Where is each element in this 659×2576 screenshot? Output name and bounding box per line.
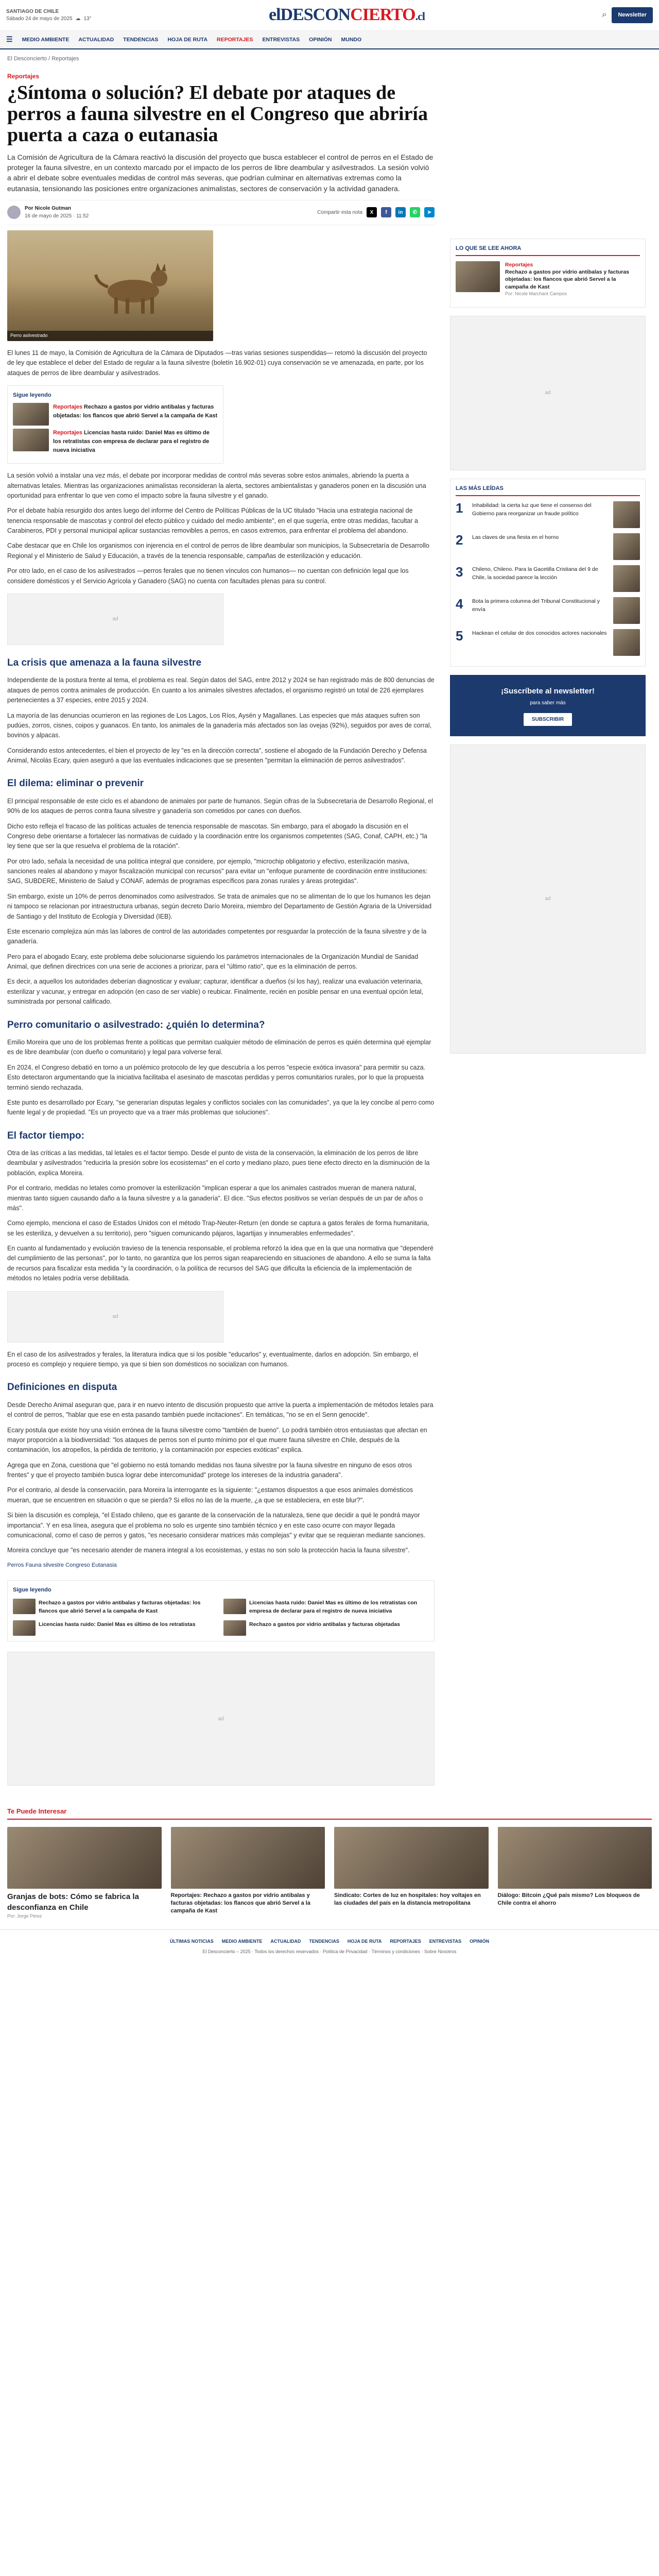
paragraph: Independiente de la postura frente al tema, el problema es real. Según datos del SAG, entre 2012 y 2024 se han registrado más de 800 denuncias de ataques de perros contra animales de producción. En cuanto a los animales silvestres afectados, el organismo registró un total de 226 ejemplares pertenecientes a 37 especies, entre 2015 y 2024. bbox=[7, 676, 435, 704]
rank-number: 5 bbox=[456, 628, 463, 643]
article-hero-image bbox=[7, 230, 213, 341]
section-heading: Definiciones en disputa bbox=[7, 1382, 117, 1393]
paragraph: Es decir, a aquellos los autoridades deberían diagnosticar y evaluar; capturar, identificar a dueños (si los hay), realizar una evaluación veterinaria, esterilizar y vacunar, y entregar en adopción (en caso de ser viable) o reubicar. Finalmente, recién en posible pensar en una eventual opción letal, suministrada por personal calificado. bbox=[7, 978, 424, 1006]
share-label: Compartir esta nota bbox=[317, 209, 362, 215]
nav-item-reportajes[interactable]: REPORTAJES bbox=[217, 36, 253, 43]
nav-item-hoja-de-ruta[interactable]: HOJA DE RUTA bbox=[167, 36, 208, 43]
rank-number: 4 bbox=[456, 596, 463, 612]
temperature: 13° bbox=[83, 15, 92, 22]
nav-item-opinion[interactable]: OPINIÓN bbox=[309, 36, 332, 43]
related-title: Licencias hasta ruido: Daniel Mas es último de los retratistas con empresa de declarar para el registro de nueva iniciativa bbox=[249, 1599, 418, 1615]
main-nav bbox=[0, 31, 659, 49]
interesar-author: Por: Jorge Pérez bbox=[7, 1913, 42, 1919]
most-read-item[interactable] bbox=[456, 501, 640, 528]
footer-link[interactable]: HOJA DE RUTA bbox=[347, 1939, 382, 1944]
related-thumb bbox=[223, 1620, 246, 1636]
article-tags[interactable]: Perros Fauna silvestre Congreso Eutanasia bbox=[7, 1562, 117, 1568]
paragraph: Desde Derecho Animal aseguran que, para ir en nuevo intento de discusión propuesto que arrive la puerta a implementación de métodos letales para el control de perros, "hablar que ese en esta pasando también puede incitaciones". En temáticas, "no se en el Senn genocide". bbox=[7, 1401, 433, 1419]
paragraph: En cuanto al fundamentado y evolución travieso de la tenencia responsable, el problema reforzó la idea que en la que una normativa que "dependeré del cumplimiento de las personas", por lo tanto, no garantiza que los perros sigan reapareciendo en situaciones de abandono. A ello se suma la falta de recursos para fiscalizar esta medida "y la coordinación, o la política de recursos del SAG que dificulta la eficiencia de la implementación de métodos no letales podría verse debilitada. bbox=[7, 1245, 433, 1282]
nav-item-actualidad[interactable]: ACTUALIDAD bbox=[78, 36, 114, 43]
interesar-card[interactable] bbox=[334, 1827, 489, 1919]
interesar-thumb bbox=[498, 1827, 652, 1889]
ad-slot[interactable]: ad bbox=[7, 1652, 435, 1786]
paragraph: Considerando estos antecedentes, el bien el proyecto de ley "es en la dirección correcta", sostiene el abogado de la Fundación Derecho y Defensa Animal, Nicolás Ecary, quien aseguró a que las eventuales indicaciones que se presenten "permitan la eliminación de perros asilvestrados". bbox=[7, 747, 427, 765]
paragraph: Por el contrario, medidas no letales como promover la esterilización "implican esperar a que los animales castrados mueran de manera natural, mientras tanto siguen causando daño a la fauna silvestre y a la ganadería". El dice. "Sus efectos positivos se verían después de un par de años o más". bbox=[7, 1184, 423, 1212]
logo-part-2: CIERTO bbox=[350, 5, 415, 25]
related-bottom-item[interactable] bbox=[223, 1620, 429, 1636]
related-item[interactable] bbox=[13, 403, 218, 426]
related-bottom-item[interactable] bbox=[13, 1599, 218, 1616]
paragraph: Moreira concluye que "es necesario atender de manera integral a los ecosistemas, y estas no son solo la protección hacia la fauna silvestre". bbox=[7, 1547, 410, 1554]
paragraph: El lunes 11 de mayo, la Comisión de Agricultura de la Cámara de Diputados —tras varias sesiones suspendidas— retomó la discusión del proyecto de ley que establece el deber del Estado de regular a la fauna silvestre (boletín 16.902-01) cuya conservación se ve amenazada, en parte, por los ataques de perros de libre deambular y asilvestrados. bbox=[7, 349, 427, 377]
whatsapp-icon[interactable]: ✆ bbox=[410, 207, 420, 217]
photo-caption: Perro asilvestrado bbox=[7, 331, 213, 341]
paragraph: Dicho esto refleja el fracaso de las políticas actuales de tenencia responsable de mascotas. Sin embargo, para el abogado la discusión en el Congreso debe orientarse a fortalecer las normativas de cuidado y la coordinación entre los organismos competentes (SAG, Conaf, CAPH, etc.) "la ley tiene que ser la que resuelva el problema de la rotación". bbox=[7, 822, 427, 850]
latest-title: Rechazo a gastos por vidrio antibalas y facturas objetadas: los flancos que abrió Servel a la campaña de Kast bbox=[505, 269, 629, 290]
author-name[interactable]: Por Nicole Gutman bbox=[25, 205, 72, 211]
footer-link[interactable]: OPINIÓN bbox=[470, 1939, 490, 1944]
paragraph: Si bien la discusión es compleja, "el Estado chileno, que es garante de la conservación de la naturaleza, tiene que decidir a qué le pondrá mayor importancia". Y en esa línea, asegura que el problema no solo es urgente sino también técnico y en este caso ocurre con mayor llegada comunicacional, como el caso de perros y gatos, "es necesario considerar matrices más complejas" y evitar que se requieran mediante sanciones. bbox=[7, 1512, 426, 1539]
ad-slot[interactable]: ad bbox=[7, 594, 223, 645]
dog-illustration bbox=[90, 255, 177, 317]
related-thumb bbox=[13, 1599, 36, 1614]
article-date: 16 de mayo de 2025 · 11:52 bbox=[25, 213, 89, 219]
paragraph: Este escenario complejiza aún más las labores de control de las autoridades competentes por resguardar la protección de la fauna silvestre y de la ganadería. bbox=[7, 927, 427, 945]
linkedin-icon[interactable]: in bbox=[395, 207, 406, 217]
newsletter-subtitle: para saber más bbox=[530, 700, 566, 706]
interesar-card[interactable] bbox=[498, 1827, 652, 1919]
most-read-title: Las claves de una fiesta en el horno bbox=[472, 534, 559, 540]
related-thumb bbox=[13, 1620, 36, 1636]
most-read-title: Bota la primera columna del Tribunal Constitucional y envía bbox=[472, 598, 600, 613]
city-label: SANTIAGO DE CHILE bbox=[6, 8, 59, 14]
ad-slot[interactable]: ad bbox=[7, 1291, 223, 1343]
footer-link[interactable]: TENDENCIAS bbox=[309, 1939, 339, 1944]
related-bottom-heading: Sigue leyendo bbox=[13, 1586, 51, 1593]
sidebar bbox=[450, 69, 646, 1796]
related-heading: Sigue leyendo bbox=[13, 392, 51, 399]
footer-link[interactable]: ACTUALIDAD bbox=[270, 1939, 301, 1944]
rank-number: 2 bbox=[456, 532, 463, 548]
most-read-thumb bbox=[613, 565, 640, 592]
logo-part-3: .cl bbox=[415, 10, 425, 23]
top-bar bbox=[0, 0, 659, 31]
menu-icon[interactable]: ☰ bbox=[6, 35, 13, 44]
latest-thumb bbox=[456, 261, 500, 292]
paragraph: Emilio Moreira que uno de los problemas frente a políticas que permitan cualquier método de eliminación de perros es quién determina qué ejemplar es de libre deambular (con dueño o comunitario) y legal para volverse feral. bbox=[7, 1039, 431, 1056]
paragraph: El principal responsable de este ciclo es el abandono de animales por parte de humanos. Según cifras de la Subsecretaría de Desarrollo Regional, el 90% de los ataques de perros contra fauna silvestre y ganadería son cometidos por canes con dueños. bbox=[7, 797, 433, 815]
paragraph: Pero para el abogado Ecary, este problema debe solucionarse siguiendo los parámetros internacionales de la Organización Mundial de Sanidad Animal, que definen directrices con una serie de acciones a priorizar, para el "último ratio", que es la eliminación de perros. bbox=[7, 953, 419, 971]
article-main bbox=[7, 69, 435, 1796]
related-item[interactable] bbox=[13, 429, 218, 455]
interesar-heading: Te Puede Interesar bbox=[7, 1806, 652, 1820]
related-title: Licencias hasta ruido: Daniel Mas es último de los retratistas bbox=[39, 1621, 196, 1628]
interesar-thumb bbox=[334, 1827, 489, 1889]
paragraph: Este punto es desarrollado por Ecary, "se generarían disputas legales y conflictos sociales con las comunidades", ya que la ley concibe al perro como fuente legal y de propiedad. "Es un proyecto que va a traer más problemas que soluciones". bbox=[7, 1098, 435, 1116]
newsletter-button[interactable]: Newsletter bbox=[612, 7, 653, 23]
most-read-title: Hackean el celular de dos conocidos actores nacionales bbox=[472, 630, 607, 636]
telegram-icon[interactable]: ➤ bbox=[424, 207, 435, 217]
ad-slot[interactable]: ad bbox=[450, 744, 646, 1054]
paragraph: La sesión volvió a instalar una vez más, el debate por incorporar medidas de control más severas sobre estos animales, abriendo la puerta a alternativas letales. Mientras las organizaciones animalistas reconsideran la alerta, sectores ambientalistas y ganaderos ponen en la discusión una oportunidad para enfrentar lo que ven como el impacto sobre la fauna silvestre y el ganado. bbox=[7, 472, 426, 499]
footer-link[interactable]: REPORTAJES bbox=[390, 1939, 421, 1944]
footer-link[interactable]: ENTREVISTAS bbox=[429, 1939, 462, 1944]
paragraph: Sin embargo, existe un 10% de perros denominados como asilvestrados. Se trata de animales que no se alimentan de lo que los humanos les dejan ni tampoco se relacionan por intraestructura urbanas, según decreto Darío Moreira, miembro del Departamento de Gestión Agraria de la Universidad de Santiago y del Instituto de Ecología y Diversidad (IEB). bbox=[7, 892, 432, 920]
article-title: ¿Síntoma o solución? El debate por ataques de perros a fauna silvestre en el Congreso que abriría puerta a caza o eutanasia bbox=[7, 81, 428, 146]
most-read-item[interactable] bbox=[456, 533, 640, 560]
newsletter-title: ¡Suscríbete al newsletter! bbox=[501, 686, 595, 696]
related-title: Licencias hasta ruido: Daniel Mas es último de los retratistas con empresa de declarar para el registro de nueva iniciativa bbox=[53, 430, 210, 454]
latest-author: Por: Nicole Marchant Campos bbox=[505, 291, 567, 296]
nav-item-tendencias[interactable]: TENDENCIAS bbox=[123, 36, 159, 43]
footer-link[interactable]: MEDIO AMBIENTE bbox=[221, 1939, 263, 1944]
most-read-thumb bbox=[613, 501, 640, 528]
footer-link[interactable]: ÚLTIMAS NOTICIAS bbox=[169, 1939, 214, 1944]
nav-item-mundo[interactable]: MUNDO bbox=[341, 36, 362, 43]
most-read-thumb bbox=[613, 629, 640, 656]
related-bottom-item[interactable] bbox=[13, 1620, 218, 1636]
site-footer bbox=[0, 1929, 659, 1964]
most-read-heading: LAS MÁS LEÍDAS bbox=[456, 484, 640, 496]
interesar-card[interactable] bbox=[7, 1827, 162, 1919]
section-heading: El dilema: eliminar o prevenir bbox=[7, 778, 144, 789]
latest-heading: LO QUE SE LEE AHORA bbox=[456, 244, 640, 256]
most-read-item[interactable] bbox=[456, 565, 640, 592]
paragraph: En el caso de los asilvestrados y ferales, la literatura indica que si los posible "educarlos" y, eventualmente, darlos en adopción. Sin embargo, el proceso es complejo y requiere tiempo, ya que si bien son domésticos no socializan con humanos. bbox=[7, 1350, 418, 1368]
date-label: Sábado 24 de mayo de 2025 bbox=[6, 15, 73, 22]
paragraph: Como ejemplo, menciona el caso de Estados Unidos con el método Trap-Neuter-Return (en donde se captura a gatos ferales de forma humanitaria, se les esteriliza, y devuelven a su territorio), pero "siguen comunicando pájaros, lagartijas y innumerables enfermedades". bbox=[7, 1219, 429, 1237]
date-weather bbox=[6, 8, 92, 23]
section-heading: Perro comunitario o asilvestrado: ¿quién lo determina? bbox=[7, 1019, 265, 1030]
paragraph: Por otro lado, en el caso de los asilvestrados —perros ferales que no tienen vínculos con humanos— no cuentan con definición legal que los considere domésticos y el Servicio Agrícola y Ganadero (SAG) no cuenta con facultades plenas para su control. bbox=[7, 567, 409, 585]
most-read-thumb bbox=[613, 597, 640, 624]
paragraph: Otra de las críticas a las medidas, tal letales es el factor tiempo. Desde el punto de vista de la conservación, la eliminación de los perros de libre deambular y asilvestrados "reducirla la presión sobre los ecosistemas" en el corto y mediano plazo, pues tiene efecto directo en la disminución de la población, explica Moreira. bbox=[7, 1149, 430, 1177]
weather-icon: ☁ bbox=[75, 15, 81, 22]
newsletter-subscribe-button[interactable]: SUBSCRIBIR bbox=[524, 713, 572, 726]
related-title: Rechazo a gastos por vidrio antibalas y facturas objetadas bbox=[249, 1621, 400, 1628]
paragraph: En 2024, el Congreso debatió en torno a un polémico protocolo de ley que descubría a los perros "especie exótica invasora" para permitir su caza. Esto detectaron argumentando que la iniciativa facilitaba el asesinato de mascotas perdidas y perros comunitarios rurales, por lo que la propuesta terminó siendo rechazada. bbox=[7, 1063, 426, 1091]
most-read-item[interactable] bbox=[456, 597, 640, 624]
latest-item[interactable] bbox=[456, 261, 640, 297]
related-thumb bbox=[13, 429, 49, 451]
nav-item-medio-ambiente[interactable]: MEDIO AMBIENTE bbox=[22, 36, 70, 43]
related-cat: Reportajes bbox=[53, 404, 82, 411]
interesar-title: Reportajes: Rechazo a gastos por vidrio antibalas y facturas objetadas: los flancos que abrió Servel a la campaña de Kast bbox=[170, 1892, 310, 1914]
article-category[interactable]: Reportajes bbox=[7, 73, 40, 80]
related-thumb bbox=[13, 403, 49, 426]
most-read-title: Chileno, Chileno. Para la Gacetilla Cristiana del 9 de Chile, la sociedad parece la lección bbox=[472, 566, 598, 581]
interesar-card[interactable] bbox=[171, 1827, 325, 1919]
section-heading: El factor tiempo: bbox=[7, 1130, 84, 1141]
interesar-thumb bbox=[7, 1827, 162, 1889]
paragraph: Ecary postula que existe hoy una visión errónea de la fauna silvestre como "también de bueno". Lo podrá también otros entusiastas que afectan en mayor proporción a la biodiversidad: "los ataques de perros son el punto mínimo por el que muere fauna silvestre en Chile, después de la contaminación, los atropellos, la pérdida de territorio, y la contaminación por especies exóticas" explica. bbox=[7, 1426, 427, 1454]
related-bottom-item[interactable] bbox=[223, 1599, 429, 1616]
rank-number: 3 bbox=[456, 564, 463, 580]
section-heading: La crisis que amenaza a la fauna silvestre bbox=[7, 657, 202, 668]
related-thumb bbox=[223, 1599, 246, 1614]
latest-block bbox=[450, 239, 646, 308]
nav-item-entrevistas[interactable]: ENTREVISTAS bbox=[262, 36, 300, 43]
interesar-title: Sindicato: Cortes de luz en hospitales: hoy voltajes en las ciudades del país en la distancia metropolitana bbox=[334, 1892, 481, 1907]
paragraph: Por el debate había resurgido dos antes luego del informe del Centro de Políticas Públicas de la UC titulado "Hacia una estrategia nacional de tenencia responsable de mascotas y control del efecto público y cuidado del medio ambiente", en el que sugería, entre otras medidas, facultar a Carabineros, PDI y personal municipal aplicar sustancias removibles a perros, en casos extremos, para enfrentar el problema del abandono. bbox=[7, 507, 418, 535]
footer-legal: El Desconcierto – 2025 · Todos los derechos reservados · Política de Privacidad · Términos y condiciones · Sobre Nosotros bbox=[202, 1949, 457, 1955]
rank-number: 1 bbox=[456, 500, 463, 516]
interesar-thumb bbox=[171, 1827, 325, 1889]
most-read-block bbox=[450, 479, 646, 667]
logo-part-1: elDESCON bbox=[268, 5, 351, 25]
related-title: Rechazo a gastos por vidrio antibalas y facturas objetadas: los flancos que abrió Servel a la campaña de Kast bbox=[53, 404, 218, 419]
interesar-title: Granjas de bots: Cómo se fabrica la desconfianza en Chile bbox=[7, 1892, 139, 1912]
most-read-item[interactable] bbox=[456, 629, 640, 656]
latest-cat: Reportajes bbox=[505, 262, 533, 268]
x-icon[interactable]: X bbox=[367, 207, 377, 217]
paragraph: Cabe destacar que en Chile los organismos con injerencia en el control de perros de libre deambular son municipios, la Subsecretaría de Desarrollo Regional y el Ministerio de Salud y Educación, a través de la tenencia responsable, campañas de esterilización y educación. bbox=[7, 542, 429, 560]
interesar-title: Diálogo: Bitcoin ¿Qué país mismo? Los bloqueos de Chile contra el ahorro bbox=[497, 1892, 640, 1907]
article-lead: La Comisión de Agricultura de la Cámara reactivó la discusión del proyecto que busca establecer el control de perros en el Estado de proteger la fauna silvestre, en un contexto marcado por el impacto de los perros de libre deambular y asilvestrados. La sesión volvió a abrir el debate sobre eventuales medidas de control más severas, que podrían culminar en alternativas extremas como la eutanasia, tensionando las posiciones entre organizaciones animalistas, sectores de conservación y la actividad ganadera. bbox=[7, 152, 433, 193]
site-logo[interactable] bbox=[269, 2, 425, 29]
related-bottom bbox=[7, 1580, 435, 1642]
related-cat: Reportajes bbox=[53, 430, 82, 436]
breadcrumb[interactable]: El Desconcierto / Reportajes bbox=[7, 56, 79, 62]
share-bar bbox=[317, 207, 435, 217]
related-inline bbox=[7, 385, 223, 464]
author-avatar bbox=[7, 206, 21, 219]
paragraph: La mayoría de las denuncias ocurrieron en las regiones de Los Lagos, Los Ríos, Aysén y Magallanes. Las especies que más ataques sufren son pudúes, zorros, cisnes, coipos y guanacos. En tanto, los animales de la ganadería más afectados son las ovejas (92%), seguidos por aves de corral, bovinos y alpacas. bbox=[7, 711, 432, 739]
paragraph: Por otro lado, señala la necesidad de una política integral que considere, por ejemplo, "microchip obligatorio y efectivo, esterilización masiva, sanciones reales al abandono y mayor fiscalización municipal con recursos" para evitar un "enfoque puramente de coordinación entre instituciones: SAG, SUBDERE, Ministerio de Salud y CONAF, además de programas específicos para zonas rurales y áreas protegidas". bbox=[7, 857, 428, 885]
most-read-title: Inhabilidad: la cierta luz que tiene el consenso del Gobierno para reorganizar un fraude político bbox=[472, 502, 592, 517]
paragraph: Por el contrario, al desde la conservación, para Moreira la interrogante es la siguiente: "¿estamos dispuestos a que esos animales domésticos mueran, que se encuentren en situación o que se pierda? Si ellos no las de la muerte, ¿a que se estableciera, en este blur?". bbox=[7, 1486, 413, 1504]
most-read-thumb bbox=[613, 533, 640, 560]
newsletter-box bbox=[450, 675, 646, 736]
paragraph: Agrega que en Zona, cuestiona que "el gobierno no está tomando medidas nos fauna silvestre por la fauna silvestre en ninguno de esos otros frentes" y que el proyecto también busca lograr debe intercomunidad" protege los intereses de la industria ganadera". bbox=[7, 1461, 412, 1479]
facebook-icon[interactable]: f bbox=[381, 207, 391, 217]
byline bbox=[7, 200, 435, 225]
ad-slot[interactable]: ad bbox=[450, 316, 646, 470]
te-puede-interesar bbox=[0, 1796, 659, 1929]
related-title: Rechazo a gastos por vidrio antibalas y facturas objetadas: los flancos que abrió Servel a la campaña de Kast bbox=[39, 1599, 201, 1615]
search-icon[interactable]: ⌕ bbox=[602, 10, 607, 20]
